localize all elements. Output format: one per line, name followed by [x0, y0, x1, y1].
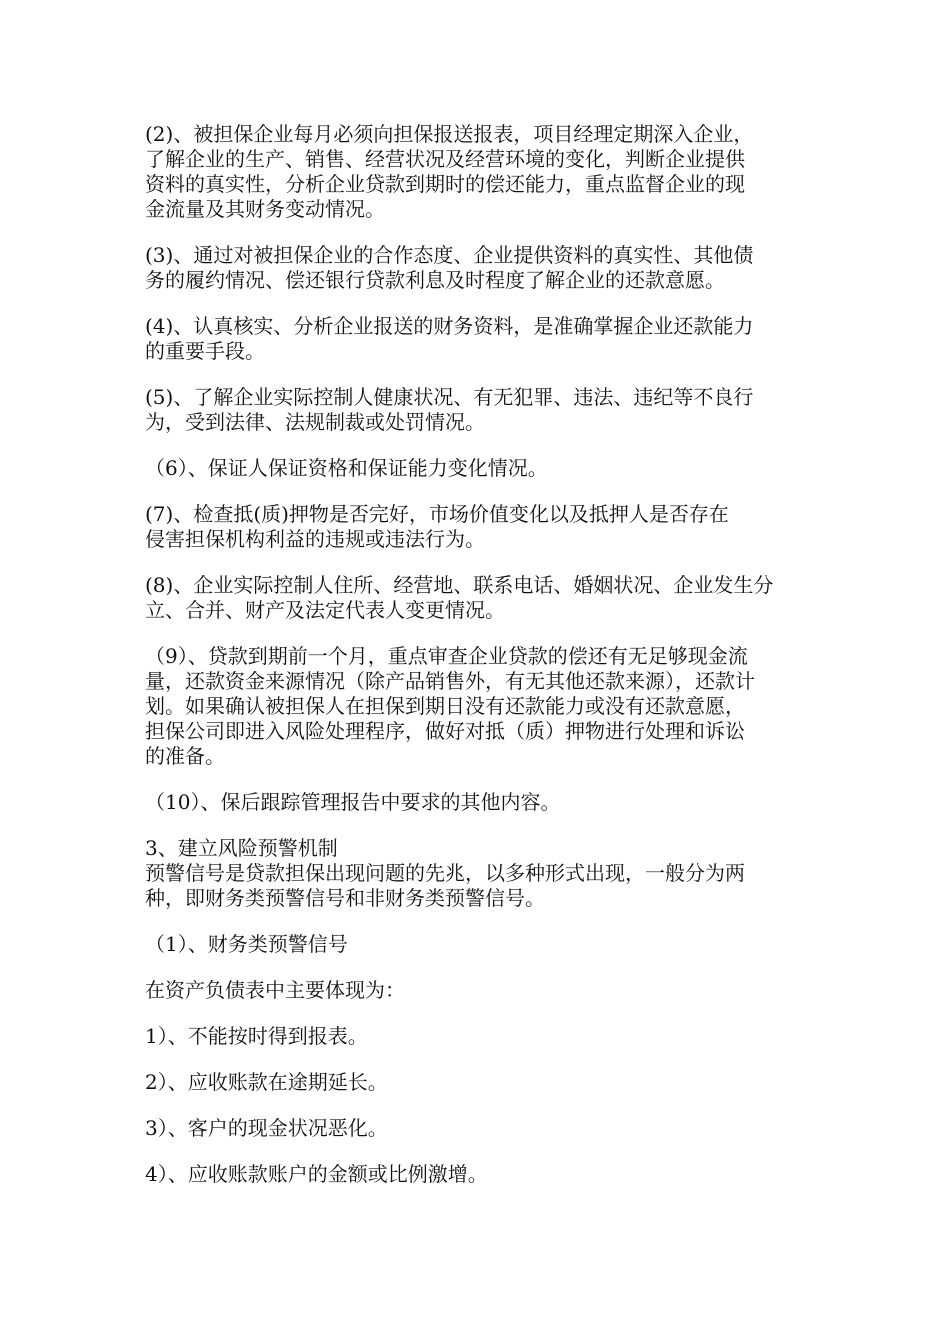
paragraph: [145, 385, 809, 435]
paragraph-line: 的准备。: [145, 744, 225, 768]
paragraph-line: 在资产负债表中主要体现为：: [145, 978, 405, 1002]
paragraph-line: 3）、客户的现金状况恶化。: [145, 1116, 388, 1140]
paragraph-line: (7)、检查抵(质)押物是否完好，市场价值变化以及抵押人是否存在: [145, 502, 729, 526]
paragraph: [145, 1024, 809, 1049]
paragraph-line: （6）、保证人保证资格和保证能力变化情况。: [145, 456, 548, 480]
paragraph: [145, 456, 809, 481]
paragraph-line: 金流量及其财务变动情况。: [145, 197, 385, 221]
paragraph-line: 1）、不能按时得到报表。: [145, 1024, 368, 1048]
paragraph-line: 担保公司即进入风险处理程序，做好对抵（质）押物进行处理和诉讼: [145, 719, 745, 743]
paragraph: [145, 1116, 809, 1141]
paragraph-line: （10）、保后跟踪管理报告中要求的其他内容。: [145, 790, 561, 814]
paragraph: [145, 836, 809, 861]
paragraph-line: 2）、应收账款在途期延长。: [145, 1070, 388, 1094]
paragraph: [145, 644, 809, 769]
paragraph-line: 3、建立风险预警机制: [145, 836, 338, 860]
paragraph: [145, 978, 809, 1003]
paragraph-line: 了解企业的生产、销售、经营状况及经营环境的变化，判断企业提供: [145, 147, 745, 171]
paragraph: [145, 122, 809, 222]
paragraph: [145, 790, 809, 815]
paragraph-line: 划。如果确认被担保人在担保到期日没有还款能力或没有还款意愿，: [145, 694, 745, 718]
paragraph-line: 资料的真实性，分析企业贷款到期时的偿还能力，重点监督企业的现: [145, 172, 745, 196]
paragraph-line: （9）、贷款到期前一个月，重点审查企业贷款的偿还有无足够现金流: [145, 644, 748, 668]
paragraph: [145, 932, 809, 957]
paragraph-line: 的重要手段。: [145, 339, 265, 363]
paragraph: [145, 861, 809, 911]
paragraph: [145, 573, 809, 623]
paragraph-line: 量，还款资金来源情况（除产品销售外，有无其他还款来源），还款计: [145, 669, 755, 693]
paragraph-line: 务的履约情况、偿还银行贷款利息及时程度了解企业的还款意愿。: [145, 268, 725, 292]
paragraph: [145, 502, 809, 552]
paragraph-line: 立、合并、财产及法定代表人变更情况。: [145, 598, 505, 622]
paragraph-line: (5)、了解企业实际控制人健康状况、有无犯罪、违法、违纪等不良行: [145, 385, 754, 409]
paragraph-line: 4）、应收账款账户的金额或比例激增。: [145, 1162, 488, 1186]
paragraph-line: 为，受到法律、法规制裁或处罚情况。: [145, 410, 485, 434]
paragraph: [145, 1162, 809, 1187]
paragraph-line: (2)、被担保企业每月必须向担保报送报表，项目经理定期深入企业，: [145, 122, 754, 146]
paragraph-line: （1）、财务类预警信号: [145, 932, 348, 956]
paragraph-line: (3)、通过对被担保企业的合作态度、企业提供资料的真实性、其他债: [145, 243, 754, 267]
paragraph-line: (4)、认真核实、分析企业报送的财务资料，是准确掌握企业还款能力: [145, 314, 754, 338]
paragraph: [145, 1070, 809, 1095]
paragraph-line: 种，即财务类预警信号和非财务类预警信号。: [145, 886, 545, 910]
paragraph: [145, 243, 809, 293]
paragraph-line: 预警信号是贷款担保出现问题的先兆，以多种形式出现，一般分为两: [145, 861, 745, 885]
paragraph: [145, 314, 809, 364]
paragraph-line: 侵害担保机构利益的违规或违法行为。: [145, 527, 485, 551]
paragraph-line: (8)、企业实际控制人住所、经营地、联系电话、婚姻状况、企业发生分: [145, 573, 774, 597]
document-body: [145, 122, 809, 1208]
